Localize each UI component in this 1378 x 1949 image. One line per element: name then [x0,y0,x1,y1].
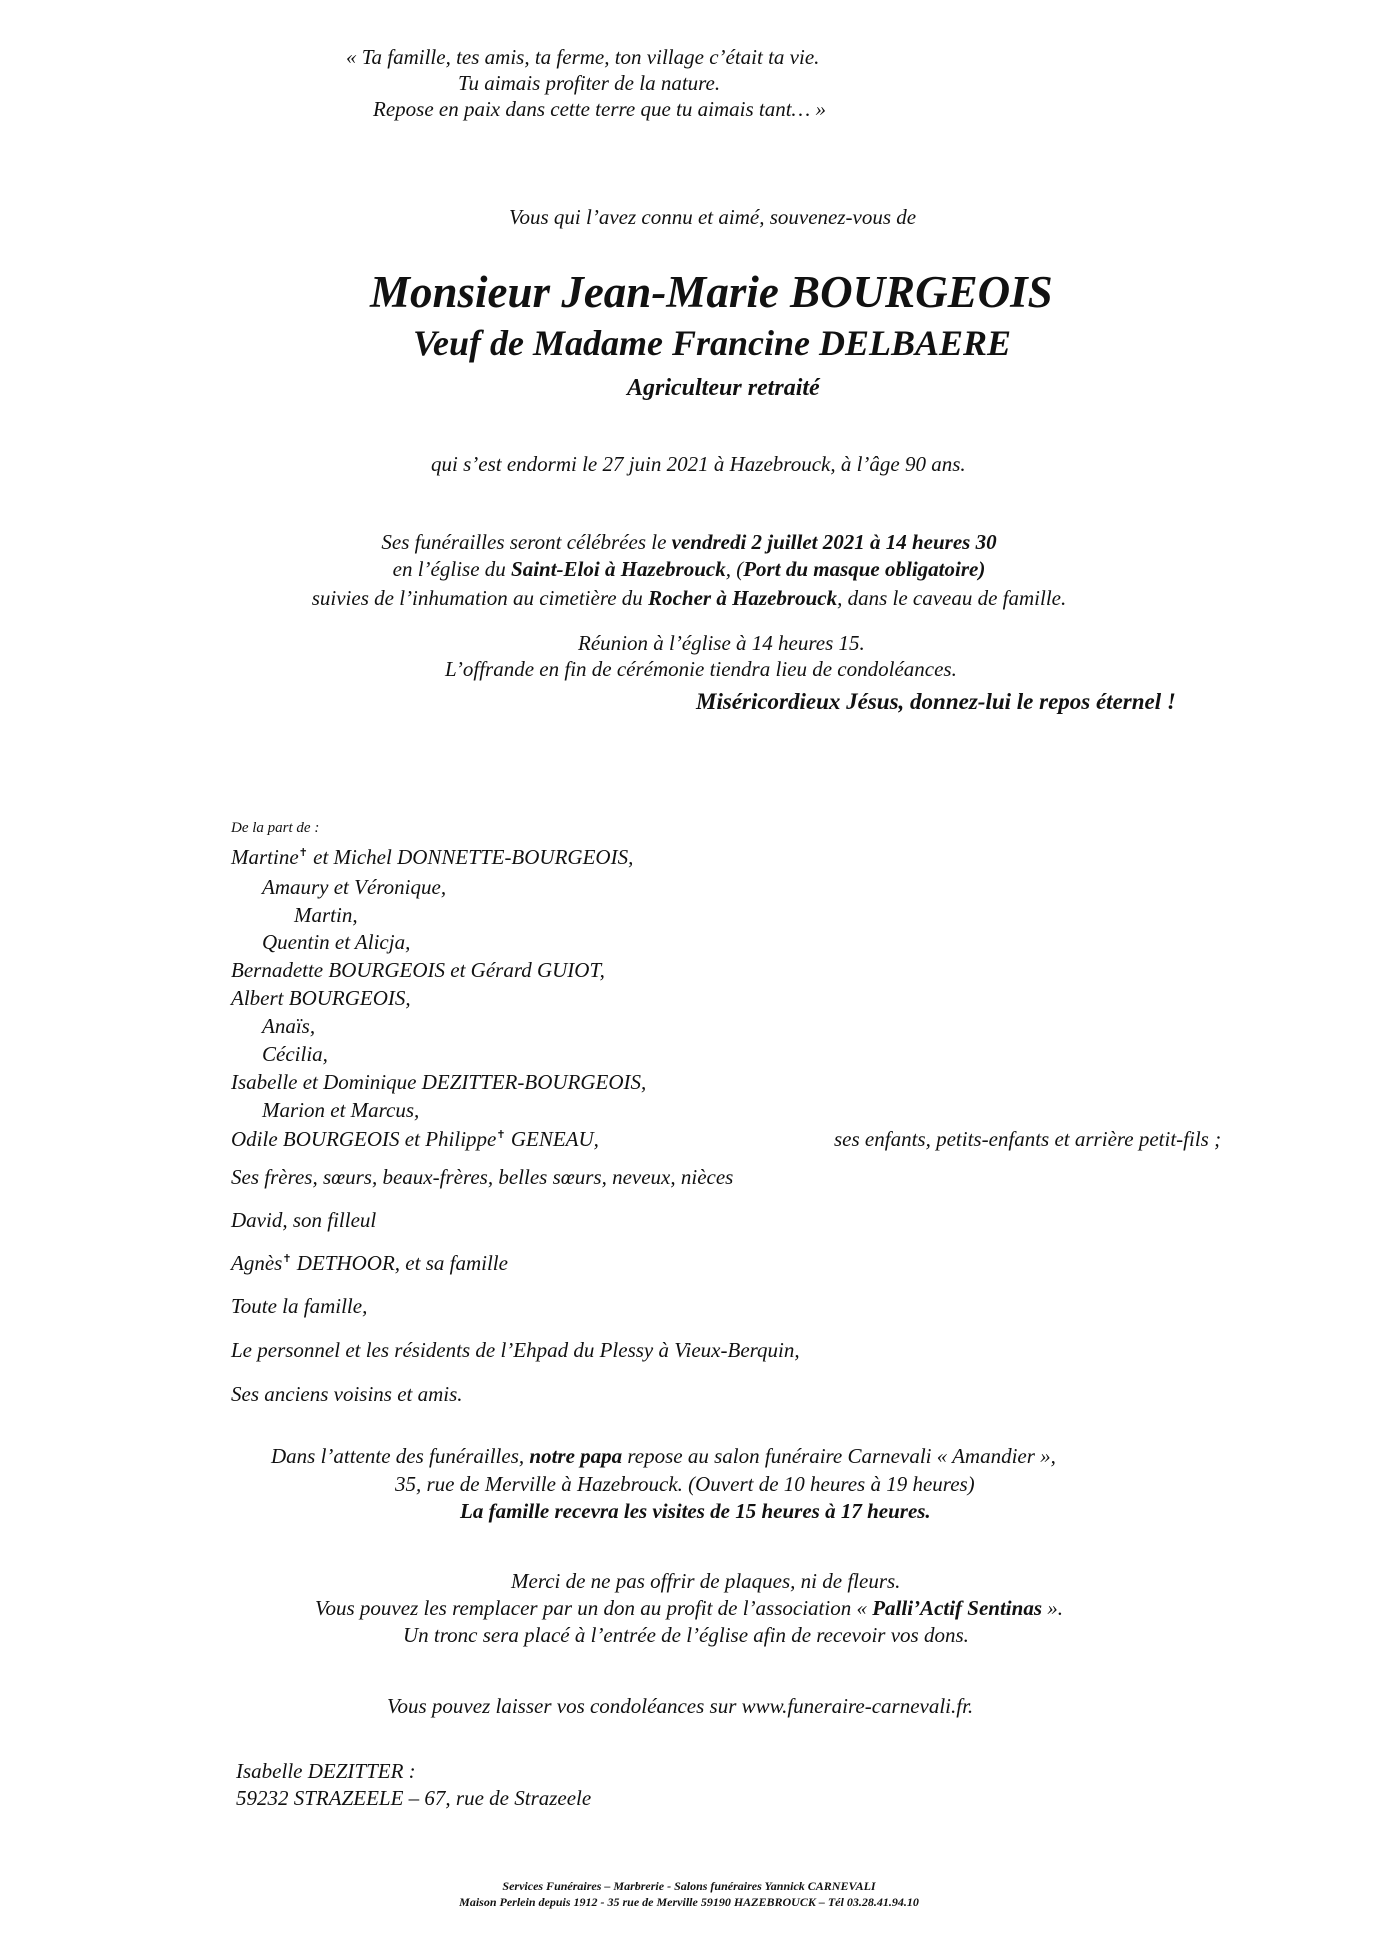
epitaph-line-3: Repose en paix dans cette terre que tu aimais tant… » [373,97,826,121]
family-line-odile [231,1126,599,1152]
family-line-isabelle: Isabelle et Dominique DEZITTER-BOURGEOIS, [231,1070,647,1094]
condolences-line: Vous pouvez laisser vos condoléances sur www.funeraire-carnevali.fr. [387,1694,974,1718]
family-line-bernadette: Bernadette BOURGEOIS et Gérard GUIOT, [231,958,605,982]
church-intro: en l’église du [392,557,512,581]
burial-end: , dans le caveau de famille. [837,586,1067,610]
staff-line: Le personnel et les résidents de l’Ehpad du Plessy à Vieux-Berquin, [231,1338,800,1362]
association-name: Palli’Actif Sentinas [872,1596,1042,1620]
widower-line: Veuf de Madame Francine DELBAERE [413,323,1012,363]
cross-icon: ✝ [496,1129,506,1141]
wake-papa: notre papa [529,1444,623,1468]
godson-line: David, son filleul [231,1208,377,1232]
wake-salon: repose au salon funéraire Carnevali « Amandier », [622,1444,1056,1468]
wake-line-2: 35, rue de Merville à Hazebrouck. (Ouvert de 10 heures à 19 heures) [395,1472,975,1496]
family-line-amaury: Amaury et Véronique, [262,875,447,899]
family-header: De la part de : [231,820,320,836]
family-line-anais: Anaïs, [262,1014,316,1038]
family-line-martine [231,844,633,870]
all-family-line: Toute la famille, [231,1294,368,1318]
address-line-1: Isabelle DEZITTER : [236,1759,416,1783]
donation-end: ». [1042,1596,1063,1620]
cemetery-name: Rocher à Hazebrouck [648,586,838,610]
funeral-line-2 [0,556,1378,582]
odile-rest: GENEAU, [505,1127,599,1151]
funeral-line-3 [0,585,1378,611]
epitaph-line-2: Tu aimais profiter de la nature. [458,71,721,95]
intro-line: Vous qui l’avez connu et aimé, souvenez-vous de [509,205,917,229]
footer-line-1: Services Funéraires – Marbrerie - Salons funéraires Yannick CARNEVALI [502,1879,876,1893]
family-line-quentin: Quentin et Alicja, [262,930,411,954]
profession-line: Agriculteur retraité [627,375,820,401]
odile-name: Odile BOURGEOIS et Philippe [231,1127,497,1151]
family-relation: ses enfants, petits-enfants et arrière petit-fils ; [834,1127,1222,1151]
offering-line: L’offrande en fin de cérémonie tiendra lieu de condoléances. [445,657,957,681]
family-line-marion: Marion et Marcus, [262,1098,420,1122]
donation-line-1: Merci de ne pas offrir de plaques, ni de fleurs. [511,1569,901,1593]
funeral-text: Ses funérailles seront célébrées le [381,530,672,554]
agnes-name: Agnès [231,1251,283,1275]
footer-line-2: Maison Perlein depuis 1912 - 35 rue de Merville 59190 HAZEBROUCK – Tél 03.28.41.94.10 [459,1895,919,1909]
death-line: qui s’est endormi le 27 juin 2021 à Hazebrouck, à l’âge 90 ans. [431,452,966,476]
address-line-2: 59232 STRAZEELE – 67, rue de Strazeele [236,1786,592,1810]
neighbors-line: Ses anciens voisins et amis. [231,1382,463,1406]
family-line-cecilia: Cécilia, [262,1042,328,1066]
cross-icon: ✝ [282,1253,292,1265]
meeting-line: Réunion à l’église à 14 heures 15. [578,631,865,655]
burial-intro: suivies de l’inhumation au cimetière du [311,586,649,610]
epitaph-line-1: « Ta famille, tes amis, ta ferme, ton village c’était ta vie. [346,45,820,69]
wake-line-1 [271,1443,1056,1469]
wake-line-3: La famille recevra les visites de 15 heures à 17 heures. [460,1499,931,1523]
funeral-line-1 [0,529,1378,555]
donation-intro: Vous pouvez les remplacer par un don au profit de l’association « [315,1596,873,1620]
agnes-rest: DETHOOR, et sa famille [291,1251,508,1275]
family-line-albert: Albert BOURGEOIS, [231,986,411,1010]
deceased-name: Monsieur Jean-Marie BOURGEOIS [370,267,1053,317]
martine-rest: et Michel DONNETTE-BOURGEOIS, [307,845,634,869]
mask-notice: Port du masque obligatoire) [743,557,986,581]
prayer-line: Miséricordieux Jésus, donnez-lui le repos éternel ! [696,689,1176,714]
cross-icon: ✝ [298,847,308,859]
family-line-agnes [231,1250,508,1276]
separator: , ( [725,557,744,581]
church-name: Saint-Eloi à Hazebrouck [511,557,726,581]
wake-intro: Dans l’attente des funérailles, [271,1444,530,1468]
siblings-line: Ses frères, sœurs, beaux-frères, belles sœurs, neveux, nièces [231,1165,734,1189]
donation-line-2 [0,1595,1378,1621]
donation-line-3: Un tronc sera placé à l’entrée de l’église afin de recevoir vos dons. [403,1623,969,1647]
family-line-martin: Martin, [294,903,358,927]
funeral-date: vendredi 2 juillet 2021 à 14 heures 30 [671,530,997,554]
martine-name: Martine [231,845,299,869]
